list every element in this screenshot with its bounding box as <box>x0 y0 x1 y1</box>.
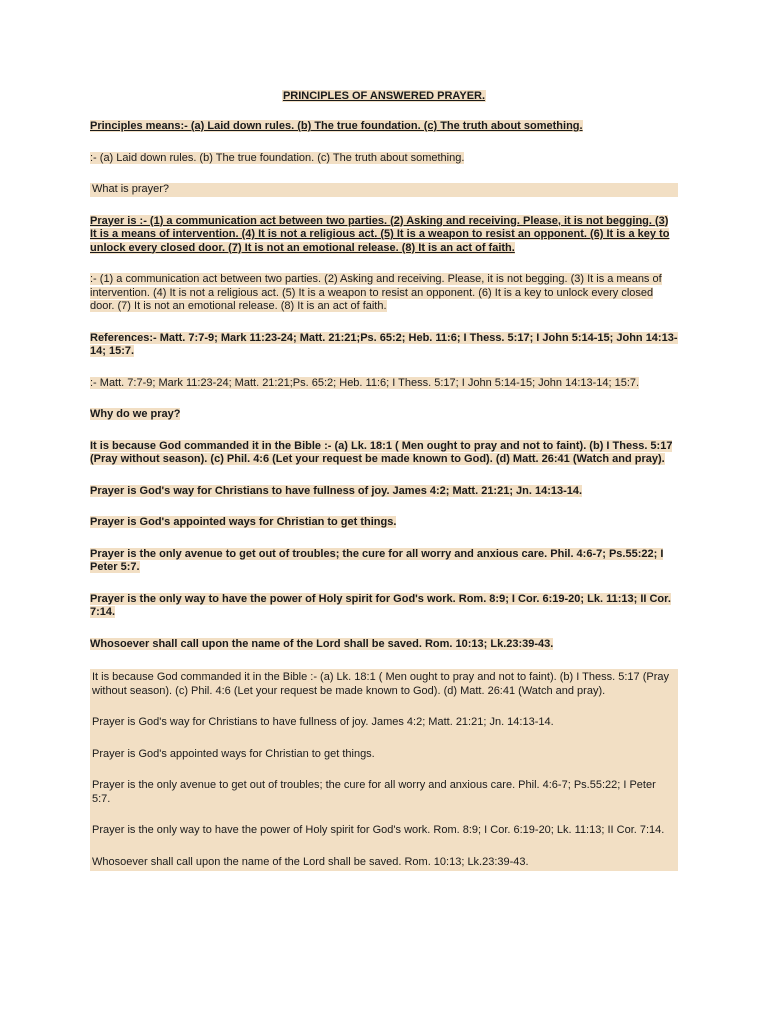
principles-heading: Principles means:- (a) Laid down rules. (b) The true foundation. (c) The truth about something. <box>90 120 583 132</box>
what-is-prayer: What is prayer? <box>90 183 678 197</box>
plain-reason-4: Prayer is the only avenue to get out of troubles; the cure for all worry and anxious care. Phil. 4:6-7; Ps.55:22; I Peter 5:7. <box>92 779 656 805</box>
references-heading: References:- Matt. 7:7-9; Mark 11:23-24; Matt. 21:21;Ps. 65:2; Heb. 11:6; I Thess. 5:17; I John 5:14-15; John 14:13-14; 15:7. <box>90 331 678 357</box>
plain-reason-6: Whosoever shall call upon the name of the Lord shall be saved. Rom. 10:13; Lk.23:39-43. <box>92 855 529 868</box>
prayer-is-heading: Prayer is :- (1) a communication act between two parties. (2) Asking and receiving. Please, it is not begging. (3) It is a means of intervention. (4) It is not a religious act. (5) It is a weapon to resist an opponent. (6) It is a key to unlock every closed door. (7) It is not an emotional release. (8) It is an act of faith. <box>90 214 670 254</box>
plain-reasons-group <box>90 669 678 871</box>
why-pray-heading: Why do we pray? <box>90 408 181 420</box>
references-text: :- Matt. 7:7-9; Mark 11:23-24; Matt. 21:21;Ps. 65:2; Heb. 11:6; I Thess. 5:17; I John 5:14-15; John 14:13-14; 15:7. <box>90 376 640 389</box>
bold-reason-2: Prayer is God's way for Christians to have fullness of joy. James 4:2; Matt. 21:21; Jn. 14:13-14. <box>90 484 583 497</box>
page-title: PRINCIPLES OF ANSWERED PRAYER. <box>282 90 486 102</box>
document-page <box>90 90 678 871</box>
bold-reason-1: It is because God commanded it in the Bible :- (a) Lk. 18:1 ( Men ought to pray and not to faint). (b) I Thess. 5:17 (Pray without season). (c) Phil. 4:6 (Let your request be made known to God). (d) Matt. 26:41 (Watch and pray). <box>90 439 673 465</box>
bold-reason-4: Prayer is the only avenue to get out of troubles; the cure for all worry and anxious care. Phil. 4:6-7; Ps.55:22; I Peter 5:7. <box>90 547 664 573</box>
prayer-is-text: :- (1) a communication act between two parties. (2) Asking and receiving. Please, it is not begging. (3) It is a means of intervention. (4) It is not a religious act. (5) It is a weapon to resist an opponent. (6) It is a key to unlock every closed door. (7) It is not an emotional release. (8) It is an act of faith. <box>90 273 662 312</box>
bold-reason-6: Whosoever shall call upon the name of the Lord shall be saved. Rom. 10:13; Lk.23:39-43. <box>90 637 554 650</box>
bold-reason-5: Prayer is the only way to have the power of Holy spirit for God's work. Rom. 8:9; I Cor. 6:19-20; Lk. 11:13; II Cor. 7:14. <box>90 592 671 618</box>
bold-reason-3: Prayer is God's appointed ways for Christian to get things. <box>90 516 397 528</box>
principles-text: :- (a) Laid down rules. (b) The true foundation. (c) The truth about something. <box>90 151 465 164</box>
plain-reason-3: Prayer is God's appointed ways for Christian to get things. <box>92 747 375 760</box>
plain-reason-5: Prayer is the only way to have the power of Holy spirit for God's work. Rom. 8:9; I Cor. 6:19-20; Lk. 11:13; II Cor. 7:14. <box>92 824 665 836</box>
plain-reason-1: It is because God commanded it in the Bible :- (a) Lk. 18:1 ( Men ought to pray and not to faint). (b) I Thess. 5:17 (Pray without season). (c) Phil. 4:6 (Let your request be made known to God). (d) Matt. 26:41 (Watch and pray). <box>92 671 669 697</box>
plain-reason-2: Prayer is God's way for Christians to have fullness of joy. James 4:2; Matt. 21:21; Jn. 14:13-14. <box>92 716 554 728</box>
